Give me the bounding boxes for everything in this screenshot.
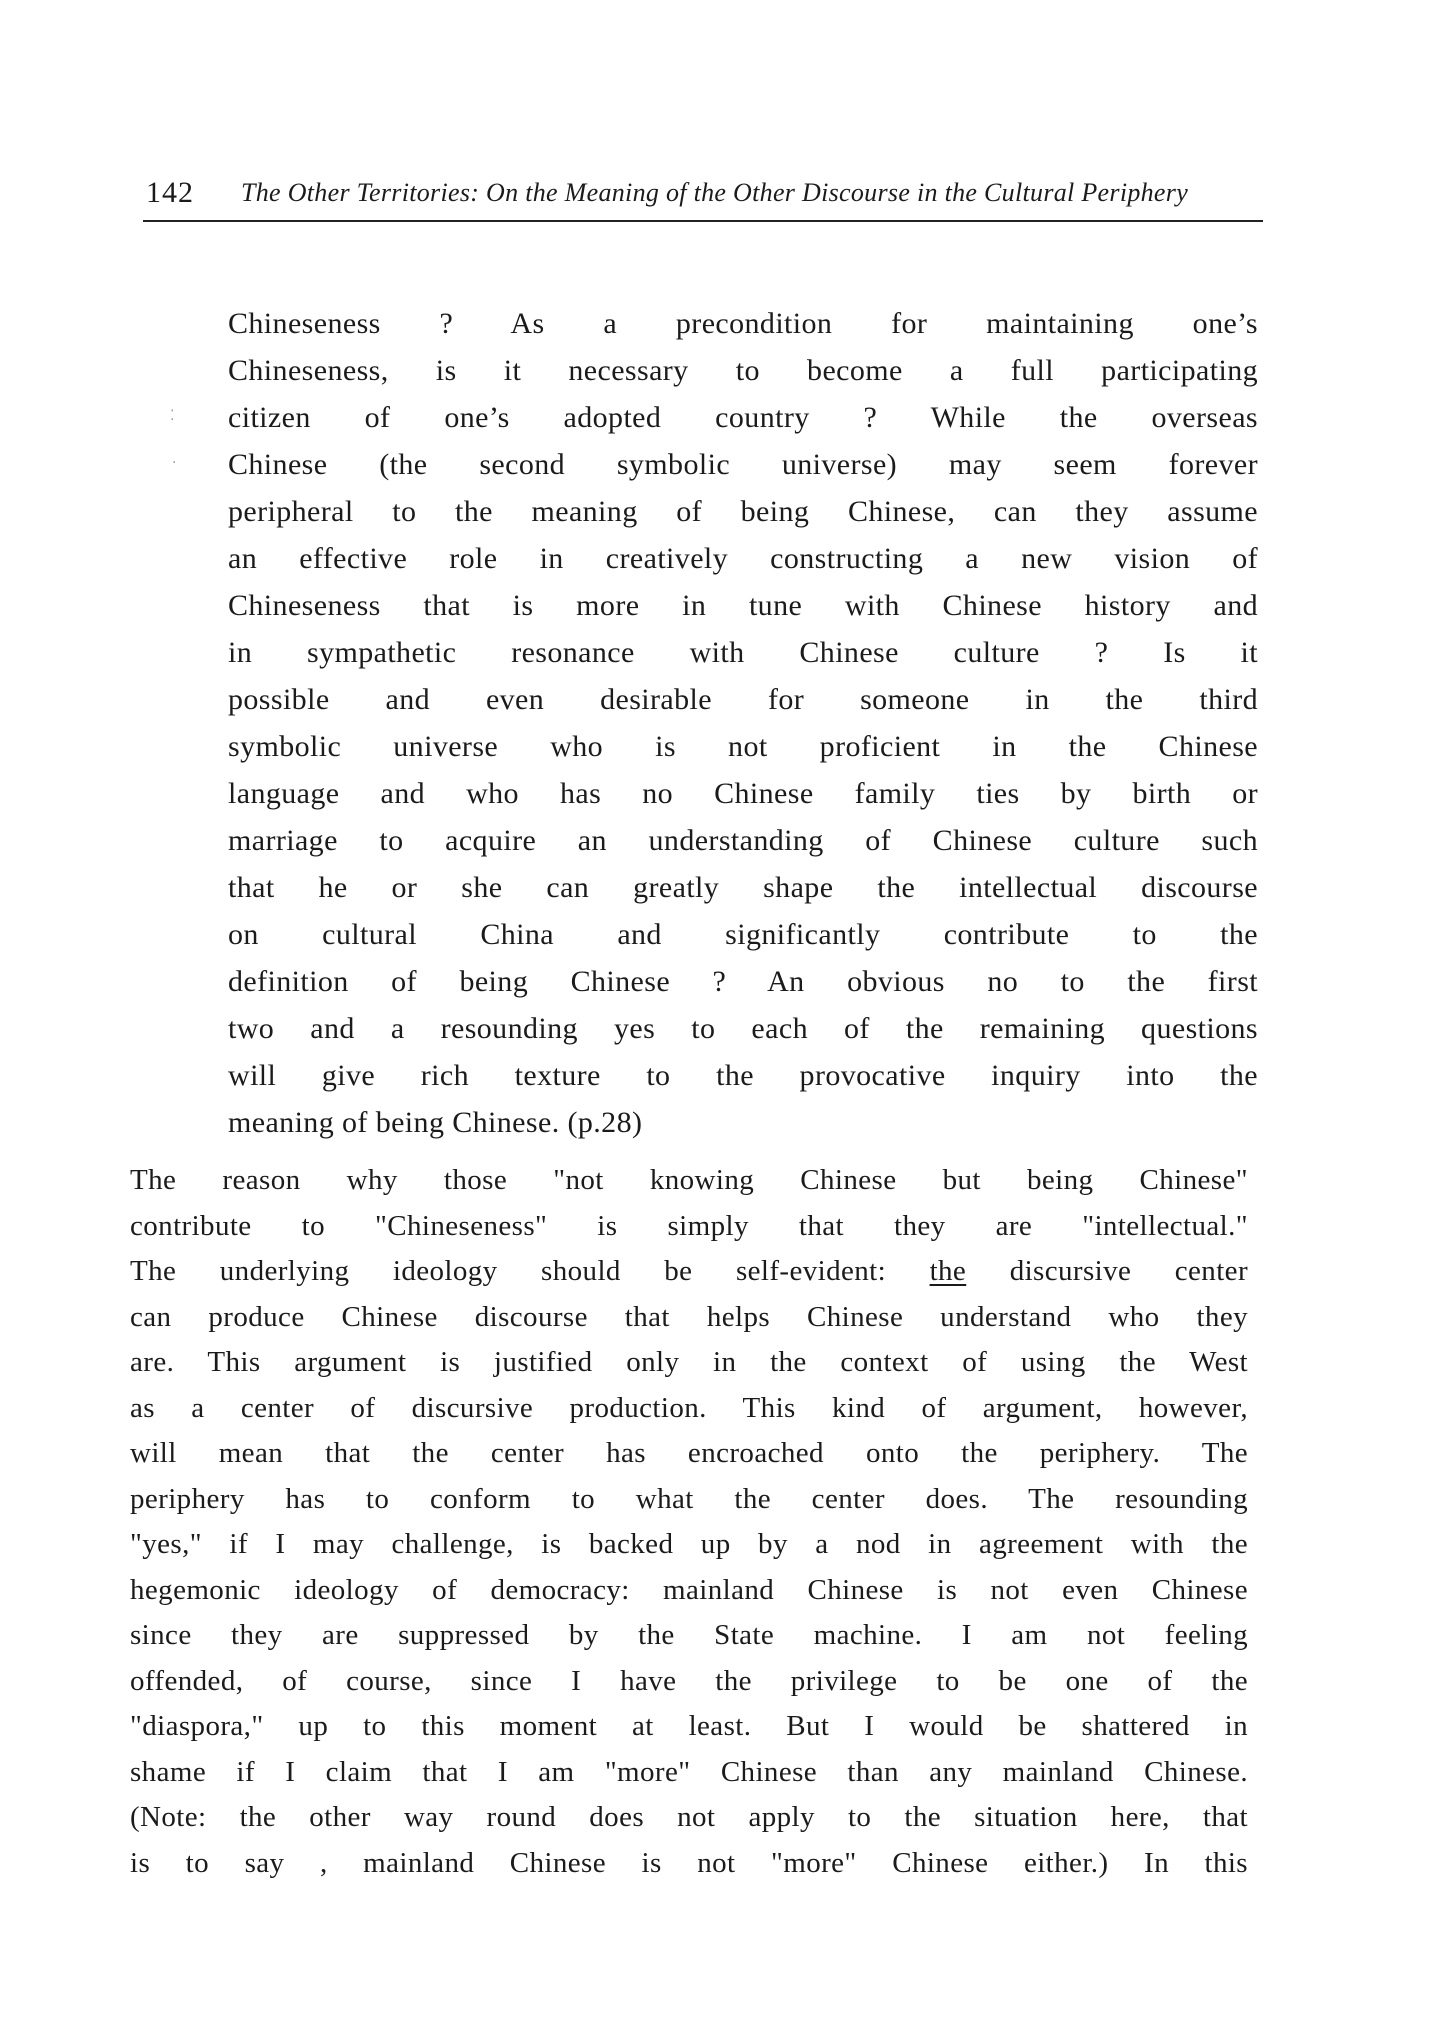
quote-line: Chineseness, is it necessary to become a full participating (228, 354, 1258, 387)
body-line: contribute to "Chineseness" is simply that they are "intellectual." (130, 1209, 1248, 1242)
body-line: The reason why those "not knowing Chinese but being Chinese" (130, 1164, 1248, 1196)
body-paragraph (130, 1158, 1248, 1886)
scan-speck: ⁚ (170, 408, 175, 424)
body-line: can produce Chinese discourse that helps Chinese understand who they (130, 1300, 1248, 1333)
page-number: 142 (146, 176, 194, 209)
body-line-segment: discursive center (966, 1255, 1248, 1287)
quote-line: Chinese (the second symbolic universe) may seem forever (228, 448, 1258, 481)
body-line (130, 1249, 1248, 1295)
body-line: since they are suppressed by the State machine. I am not feeling (130, 1619, 1248, 1651)
quote-line: two and a resounding yes to each of the remaining questions (228, 1012, 1258, 1045)
body-line: "diaspora," up to this moment at least. But I would be shattered in (130, 1710, 1248, 1742)
block-quote (228, 300, 1258, 1146)
quote-line: marriage to acquire an understanding of Chinese culture such (228, 824, 1258, 857)
quote-line: citizen of one’s adopted country ? While the overseas (228, 401, 1258, 434)
body-line: will mean that the center has encroached onto the periphery. The (130, 1437, 1248, 1469)
quote-line: possible and even desirable for someone in the third (228, 683, 1258, 716)
quote-line: will give rich texture to the provocative inquiry into the (228, 1059, 1258, 1092)
quote-line: Chineseness that is more in tune with Chinese history and (228, 589, 1258, 622)
body-line-segment: The underlying ideology should be self-evident: (130, 1255, 930, 1287)
underlined-word: the (929, 1255, 967, 1287)
quote-line: definition of being Chinese ? An obvious no to the first (228, 965, 1258, 998)
running-title: The Other Territories: On the Meaning of the Other Discourse in the Cultural Periphery (241, 178, 1189, 207)
quote-line: symbolic universe who is not proficient in the Chinese (228, 730, 1258, 763)
body-line: is to say , mainland Chinese is not "more" Chinese either.) In this (130, 1846, 1248, 1879)
body-line: offended, of course, since I have the privilege to be one of the (130, 1664, 1248, 1697)
quote-line-last: meaning of being Chinese. (p.28) (228, 1106, 643, 1139)
quote-line: that he or she can greatly shape the intellectual discourse (228, 871, 1258, 904)
body-line: hegemonic ideology of democracy: mainland Chinese is not even Chinese (130, 1573, 1248, 1606)
body-line: are. This argument is justified only in the context of using the West (130, 1346, 1248, 1378)
body-line: as a center of discursive production. This kind of argument, however, (130, 1391, 1248, 1424)
body-line: shame if I claim that I am "more" Chinese than any mainland Chinese. (130, 1755, 1248, 1788)
quote-line: language and who has no Chinese family ties by birth or (228, 777, 1258, 810)
body-line: periphery has to conform to what the center does. The resounding (130, 1482, 1248, 1515)
quote-line: peripheral to the meaning of being Chinese, can they assume (228, 495, 1258, 528)
body-line: "yes," if I may challenge, is backed up by a nod in agreement with the (130, 1528, 1248, 1560)
body-line: (Note: the other way round does not apply to the situation here, that (130, 1801, 1248, 1833)
quote-line: on cultural China and significantly contribute to the (228, 918, 1258, 951)
quote-line: an effective role in creatively constructing a new vision of (228, 542, 1258, 575)
quote-line: Chineseness ? As a precondition for maintaining one’s (228, 307, 1258, 340)
page-header (143, 172, 1263, 222)
quote-line: in sympathetic resonance with Chinese culture ? Is it (228, 636, 1258, 669)
scan-speck: · (172, 455, 177, 471)
